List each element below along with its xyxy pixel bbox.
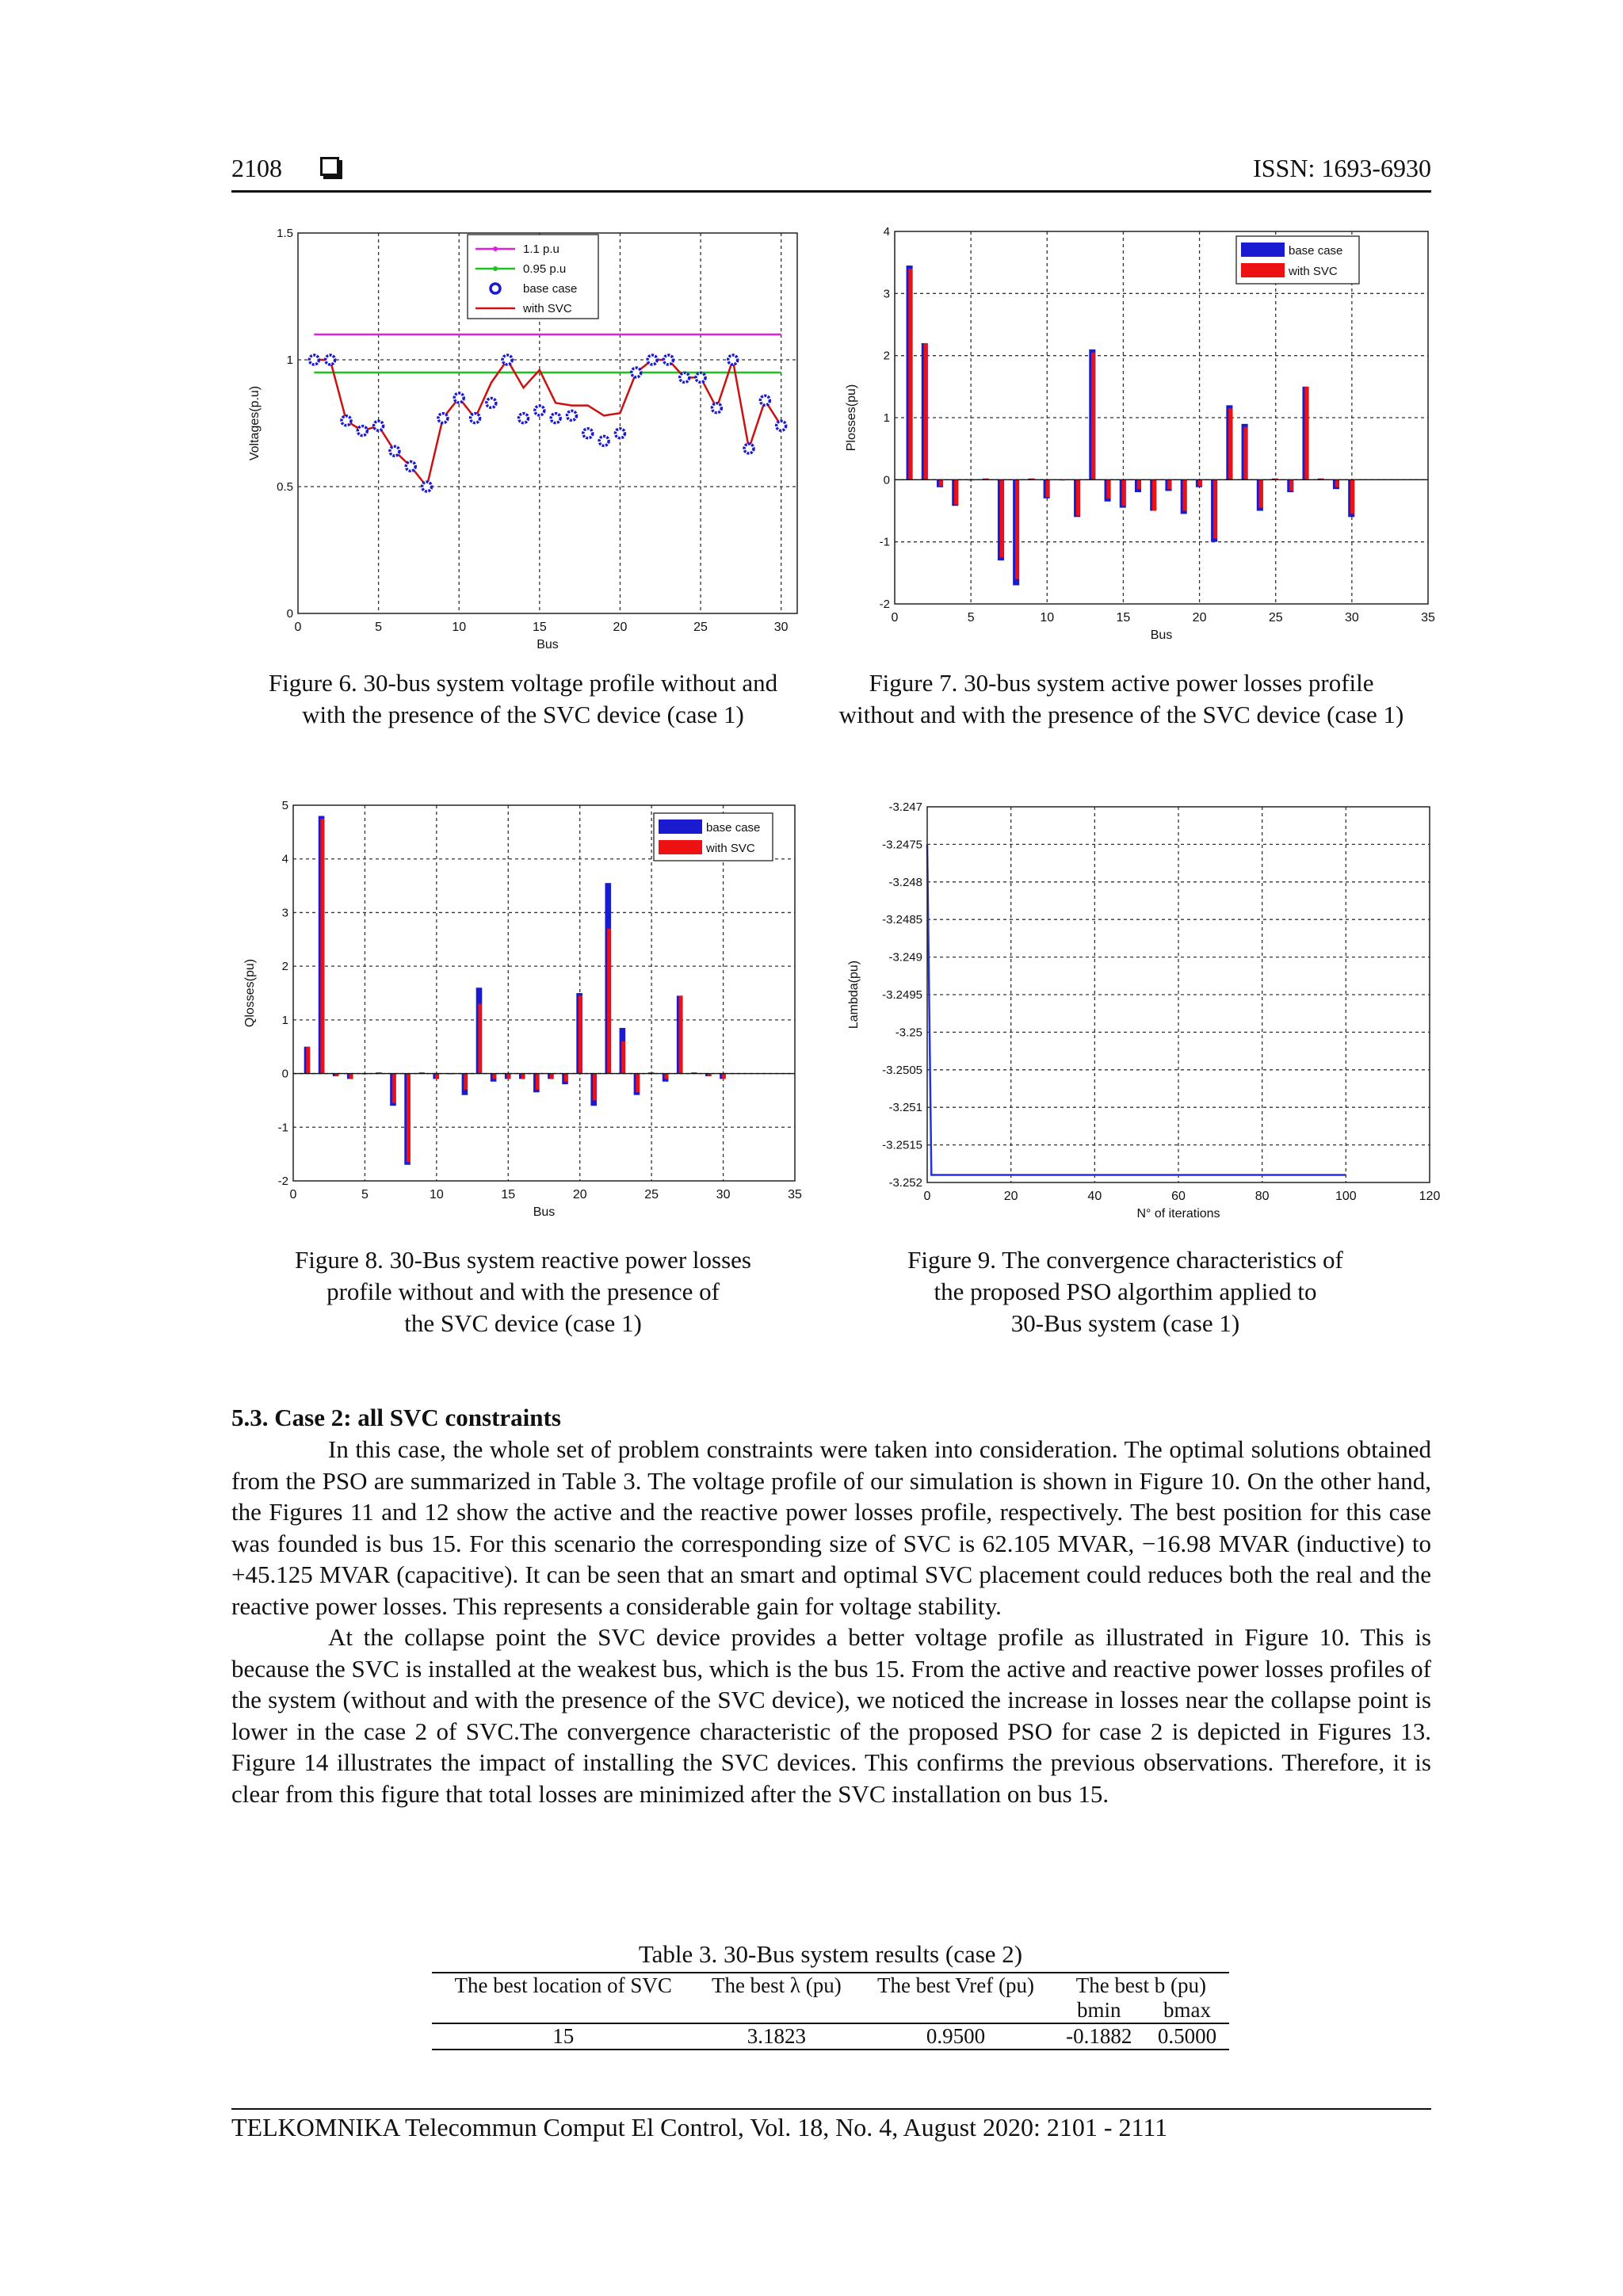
table-3-caption: Table 3. 30-Bus system results (case 2) [638,1940,1023,1968]
legend-label: base case [1289,244,1343,258]
bar-svc [1289,479,1293,491]
legend-label: 1.1 p.u [523,243,559,256]
base-case-point [615,429,624,438]
x-tick-label: 35 [788,1188,802,1201]
bar-svc [908,269,912,479]
figure-7-caption: Figure 7. 30-bus system active power losses profile without and with the presence of the SVC device (case 1) [838,669,1404,728]
table-cell: 15 [552,2024,575,2048]
y-axis-label: Qlosses(pu) [243,958,257,1028]
base-case-point [551,414,560,423]
bar-svc [478,1004,482,1074]
figure-8-caption: Figure 8. 30-Bus system reactive power losses profile without and with the presence of the SVC device (case 1) [295,1246,751,1337]
figure-9-chart [840,791,1441,1227]
x-tick-label: 10 [429,1188,444,1201]
x-tick-label: 15 [532,621,547,634]
table-header: The best λ (pu) [711,1973,842,1997]
base-case-point [760,395,769,405]
y-tick-label: 3 [281,906,288,920]
base-case-point [342,416,351,426]
bar-svc [550,1074,554,1079]
base-case-point [777,421,786,430]
y-tick-label: 2 [281,960,288,974]
x-tick-label: 15 [501,1188,516,1201]
legend-label: 0.95 p.u [523,262,567,276]
bar-svc [939,479,943,486]
base-case-point [696,372,705,382]
bar-svc [536,1074,540,1090]
x-tick-label: 0 [294,621,302,634]
bar-svc [1228,408,1232,479]
legend-swatch [1241,263,1285,277]
table-cell: 3.1823 [747,2024,806,2048]
bar-svc [320,819,324,1074]
y-tick-label: -3.252 [888,1176,922,1190]
y-tick-label: -3.247 [888,800,922,814]
base-case-point [599,436,609,445]
x-tick-label: 25 [693,621,708,634]
x-tick-label: 30 [773,621,789,634]
y-tick-label: 4 [883,225,890,239]
bar-svc [1167,479,1171,489]
bar-svc [492,1074,496,1079]
page-number: 2108 [231,154,282,182]
bar-svc [679,995,683,1073]
x-tick-label: 20 [1192,611,1207,625]
table-cell: 0.9500 [926,2024,986,2048]
bar-svc [349,1074,353,1079]
figure-9-caption: Figure 9. The convergence characteristics of the proposed PSO algorthim applied to 30-Bus system (case 1) [907,1246,1343,1337]
x-axis-label: N° of iterations [1136,1207,1220,1221]
bar-svc [607,929,611,1074]
bar-svc [621,1041,625,1074]
table-header: The best b (pu) [1075,1973,1206,1997]
y-tick-label: -3.2475 [882,838,922,852]
base-case-point [728,355,738,365]
y-tick-label: 4 [281,852,288,866]
base-case-point [309,355,319,365]
y-tick-label: -3.248 [888,875,922,889]
table-3 [432,1972,1229,2050]
figure-6-caption: Figure 6. 30-bus system voltage profile without and with the presence of the SVC device (case 1) [268,669,778,728]
y-axis-label: Plosses(pu) [845,384,858,452]
table-cell: -0.1882 [1066,2024,1132,2048]
x-tick-label: 5 [967,611,975,625]
base-case-point [390,446,399,456]
x-tick-label: 10 [452,621,467,634]
y-tick-label: -3.2495 [882,988,922,1002]
x-tick-label: 30 [1344,611,1359,625]
x-tick-label: 0 [289,1188,297,1201]
table-subheader: bmin [1077,1998,1121,2022]
base-case-point [744,444,754,453]
bar-svc [593,1074,597,1101]
base-case-point [567,411,576,420]
y-tick-label: -3.251 [888,1101,922,1115]
paragraph-2: At the collapse point the SVC device provides a better voltage profile as illustrated in Figure 10. This is because the SVC is installed at the weakest bus, which is the bus 15. From the active and reactive power losses profiles of the system (without and with the presence of the SVC device), we noticed the increase in losses near the collapse point is lower in the case 2 of SVC.The convergence characteristic of the proposed PSO for case 2 is depicted in Figures 13. Figure 14 illustrates the impact of installing the SVC devices. This confirms the previous observations. Therefore, it is clear from this figure that total losses are minimized after the SVC installation on bus 15. [231,1623,1431,1808]
y-tick-label: 1.5 [277,227,293,240]
base-case-point [406,461,415,471]
bar-svc [1213,479,1217,538]
x-tick-label: 10 [1040,611,1055,625]
y-tick-label: -3.2485 [882,913,922,927]
bar-svc [435,1074,439,1079]
base-case-point [454,393,464,403]
bar-svc [1137,479,1141,489]
square-icon [320,157,339,176]
plot-area [293,805,795,1181]
bar-svc [1335,479,1339,487]
y-tick-label: -1 [277,1121,288,1135]
base-case-point [422,482,432,491]
y-tick-label: 3 [883,287,890,301]
section-body [231,1434,1431,1809]
bar-svc [407,1074,411,1163]
x-tick-label: 20 [572,1188,587,1201]
bar-svc [1045,479,1049,497]
figure-6-chart [238,223,808,651]
bar-svc [1106,479,1110,499]
bar-svc [1152,479,1156,510]
base-case-point [680,372,689,382]
legend-swatch [659,840,702,854]
base-case-point [357,426,367,436]
x-tick-label: 0 [891,611,899,625]
bar-svc [1350,479,1354,514]
x-tick-label: 5 [361,1188,369,1201]
y-tick-label: 0 [286,607,293,621]
x-axis-label: Bus [533,1205,556,1219]
base-case-point [535,406,544,415]
y-tick-label: 0 [281,1067,288,1081]
legend-label: with SVC [1289,265,1338,278]
y-tick-label: 1 [281,1013,288,1027]
bar-svc [564,1074,568,1082]
y-tick-label: -3.2505 [882,1063,922,1077]
y-tick-label: -3.2515 [882,1138,922,1152]
table-header: The best Vref (pu) [876,1973,1035,1997]
legend-label: with SVC [523,302,572,315]
x-tick-label: 120 [1419,1190,1441,1203]
bar-svc [464,1074,468,1090]
y-tick-label: -2 [277,1175,288,1188]
x-tick-label: 35 [1421,611,1435,625]
legend-label: with SVC [706,842,755,855]
x-tick-label: 30 [716,1188,731,1201]
base-case-point [583,429,593,438]
footer-citation: TELKOMNIKA Telecommun Comput El Control, Vol. 18, No. 4, August 2020: 2101 - 2111 [231,2113,1168,2141]
y-tick-label: -3.249 [888,950,922,965]
bar-svc [924,343,928,479]
bar-svc [1259,479,1263,507]
table-cell: 0.5000 [1157,2024,1217,2048]
y-tick-label: 2 [883,349,890,363]
y-tick-label: 0 [883,473,890,487]
x-tick-label: 25 [1268,611,1283,625]
y-tick-label: -3.25 [895,1026,922,1040]
base-case-point [487,398,496,407]
y-tick-label: 1 [286,353,293,367]
base-case-point [632,368,641,377]
y-tick-label: 1 [883,411,890,425]
x-tick-label: 60 [1171,1190,1186,1203]
bar-svc [1304,387,1308,480]
y-axis-label: Voltages(p.u) [248,385,262,461]
x-tick-label: 100 [1335,1190,1357,1203]
base-case-point [374,421,384,430]
legend-marker [493,266,498,271]
legend-marker [493,246,498,251]
bar-svc [507,1074,511,1079]
legend-label: base case [523,282,578,296]
base-case-point [712,403,721,413]
x-axis-label: Bus [1150,628,1173,642]
header-rule [231,190,1431,193]
bar-svc [1122,479,1126,506]
x-tick-label: 5 [375,621,383,634]
legend-swatch [1241,243,1285,257]
bar-svc [722,1074,726,1079]
figure-7-chart [844,222,1435,650]
base-case-point [438,414,448,423]
table-header: The best location of SVC [454,1973,672,1997]
y-axis-label: Lambda(pu) [847,960,861,1030]
y-tick-label: -1 [879,535,890,549]
x-tick-label: 15 [1116,611,1131,625]
legend-marker [491,284,500,293]
base-case-point [647,355,657,365]
y-tick-label: -2 [879,598,890,611]
base-case-point [519,414,529,423]
paragraph-1: In this case, the whole set of problem constraints were taken into consideration. The optimal solutions obtained from the PSO are summarized in Table 3. The voltage profile of our simulation is shown in Figure 10. On the other hand, the Figures 11 and 12 show the active and the reactive power losses profile, respectively. The best position for this case was founded is bus 15. For this scenario the corresponding size of SVC is 62.105 MVAR, −16.98 MVAR (inductive) to +45.125 MVAR (capacitive). It can be seen that an smart and optimal SVC placement could reduces both the real and the reactive power losses. This represents a considerable gain for voltage stability. [231,1435,1431,1620]
base-case-point [502,355,512,365]
y-tick-label: 5 [281,799,288,812]
x-tick-label: 0 [923,1190,931,1203]
x-tick-label: 20 [1003,1190,1018,1203]
x-tick-label: 25 [644,1188,659,1201]
bar-svc [664,1074,668,1079]
bar-svc [1015,479,1019,579]
x-tick-label: 20 [613,621,628,634]
bar-svc [1000,479,1004,557]
figure-8-chart [238,793,808,1228]
x-tick-label: 40 [1087,1190,1102,1203]
base-case-point [326,355,335,365]
footer-rule [231,2108,1431,2110]
y-tick-label: 0.5 [277,480,293,494]
base-case-point [663,355,673,365]
bar-svc [579,995,582,1073]
bar-svc [1243,427,1247,480]
issn: ISSN: 1693-6930 [1253,154,1431,182]
bar-svc [306,1047,310,1074]
bar-svc [1091,353,1095,480]
legend-label: base case [706,821,761,835]
section-title: 5.3. Case 2: all SVC constraints [231,1404,561,1431]
bar-svc [954,479,958,504]
x-axis-label: Bus [537,638,559,651]
base-case-point [471,414,480,423]
bar-svc [1198,479,1202,486]
x-tick-label: 80 [1254,1190,1270,1203]
bar-svc [636,1074,640,1093]
table-subheader: bmax [1163,1998,1211,2022]
legend-swatch [659,819,702,834]
bar-svc [521,1074,525,1079]
bar-svc [1076,479,1080,515]
bar-svc [1182,479,1186,510]
bar-svc [392,1074,396,1103]
